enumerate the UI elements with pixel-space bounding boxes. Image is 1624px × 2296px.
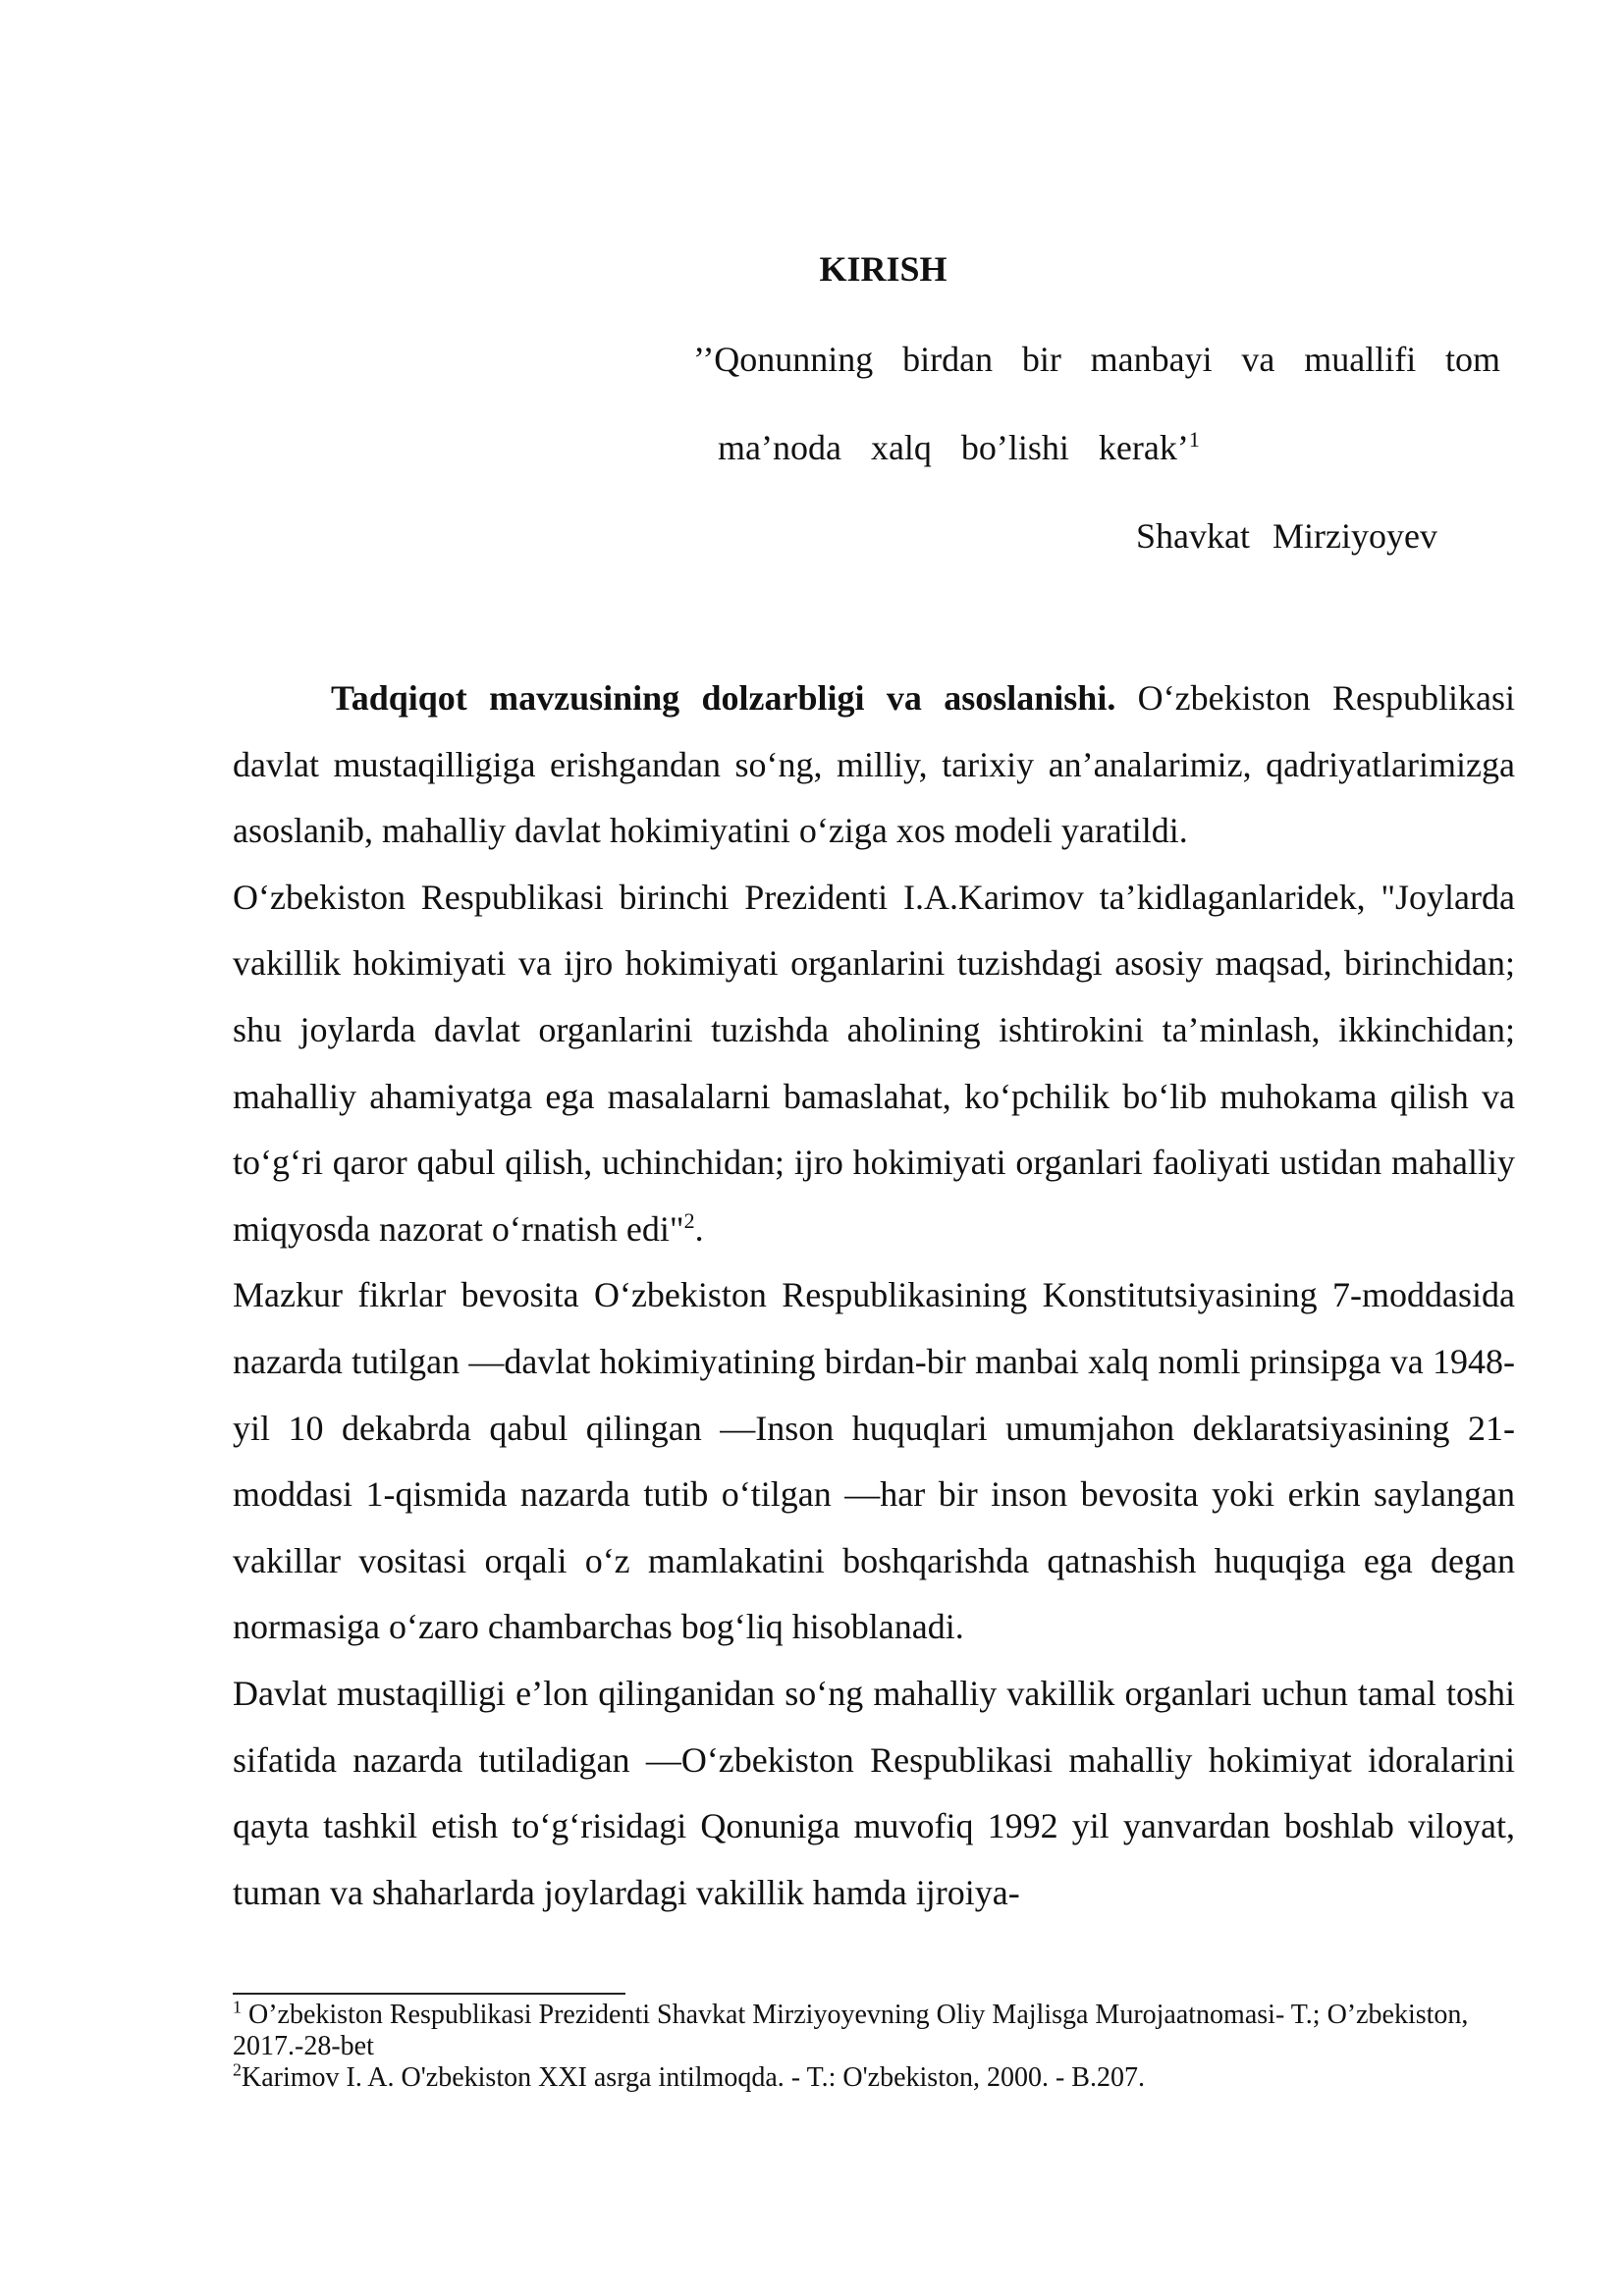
paragraph-1-text: O‘zbekiston Respublikasi davlat mustaqilligiga erishgandan so‘ng, milliy, tarixiy an’analarimiz, qadriyatlarimizga asoslanib, mahalliy davlat hokimiyatini o‘ziga xos modeli yaratildi. — [233, 678, 1515, 851]
paragraph-2 — [233, 865, 1515, 1263]
epigraph-line-2 — [718, 427, 1200, 468]
footnote-2 — [233, 2059, 1515, 2094]
epigraph-line-2-text: ma’noda xalq bo’lishi kerak’ — [718, 428, 1189, 467]
paragraph-1-lead: Tadqiqot mavzusining dolzarbligi va asoslanishi. — [331, 678, 1116, 718]
paragraph-1 — [233, 666, 1515, 865]
footnote-2-text: Karimov I. A. O'zbekiston XXI asrga intilmoqda. - T.: O'zbekiston, 2000. - B.207. — [242, 2062, 1145, 2093]
paragraph-4: Davlat mustaqilligi e’lon qilinganidan so‘ng mahalliy vakillik organlari uchun tamal toshi sifatida nazarda tutiladigan ―O‘zbekiston Respublikasi mahalliy hokimiyat idoralarini qayta tashkil etish to‘g‘risidagi Qonuniga muvofiq 1992 yil yanvardan boshlab viloyat, tuman va shaharlarda joylardagi vakillik hamda ijroiya- — [233, 1673, 1515, 1912]
body-text — [233, 666, 1515, 1926]
footnote-1-text: O’zbekiston Respublikasi Prezidenti Shavkat Mirziyoyevning Oliy Majlisga Murojaatnomasi- T.; O’zbekiston, 2017.-28-bet — [233, 2000, 1469, 2061]
footnote-ref-2: 2 — [683, 1207, 695, 1233]
footnote-2-mark: 2 — [233, 2059, 242, 2080]
paragraph-2-tail: . — [694, 1208, 704, 1249]
paragraph-2-text: O‘zbekiston Respublikasi birinchi Prezidenti I.A.Karimov ta’kidlaganlaridek, "Joylarda vakillik hokimiyati va ijro hokimiyati organlarini tuzishdagi asosiy maqsad, birinchidan; shu joylarda davlat organlarini tuzishda aholining ishtirokini ta’minlash, ikkinchidan; mahalliy ahamiyatga ega masalalarni bamaslahat, ko‘pchilik bo‘lib muhokama qilish va to‘g‘ri qaror qabul qilish, uchinchidan; ijro hokimiyati organlari faoliyati ustidan mahalliy miqyosda nazorat o‘rnatish edi" — [233, 877, 1515, 1249]
page-title: KIRISH — [819, 249, 947, 289]
epigraph-author: Shavkat Mirziyoyev — [1136, 516, 1437, 556]
footnote-separator — [233, 1993, 625, 1995]
footnote-ref-1: 1 — [1188, 427, 1200, 452]
footnotes — [233, 1997, 1515, 2094]
footnote-1 — [233, 1997, 1515, 2062]
footnote-1-mark: 1 — [233, 1997, 242, 2017]
paragraph-3: Mazkur fikrlar bevosita O‘zbekiston Respublikasining Konstitutsiyasining 7-moddasida nazarda tutilgan ―davlat hokimiyatining birdan-bir manbai xalq nomli prinsipga va 1948-yil 10 dekabrda qabul qilingan ―Inson huquqlari umumjahon deklaratsiyasining 21-moddasi 1-qismida nazarda tutib o‘tilgan ―har bir inson bevosita yoki erkin saylangan vakillar vositasi orqali o‘z mamlakatini boshqarishda qatnashish huquqiga ega degan normasiga o‘zaro chambarchas bog‘liq hisoblanadi. — [233, 1275, 1515, 1647]
epigraph-line-1: ’’Qonunning birdan bir manbayi va muallifi tom — [693, 340, 1500, 379]
